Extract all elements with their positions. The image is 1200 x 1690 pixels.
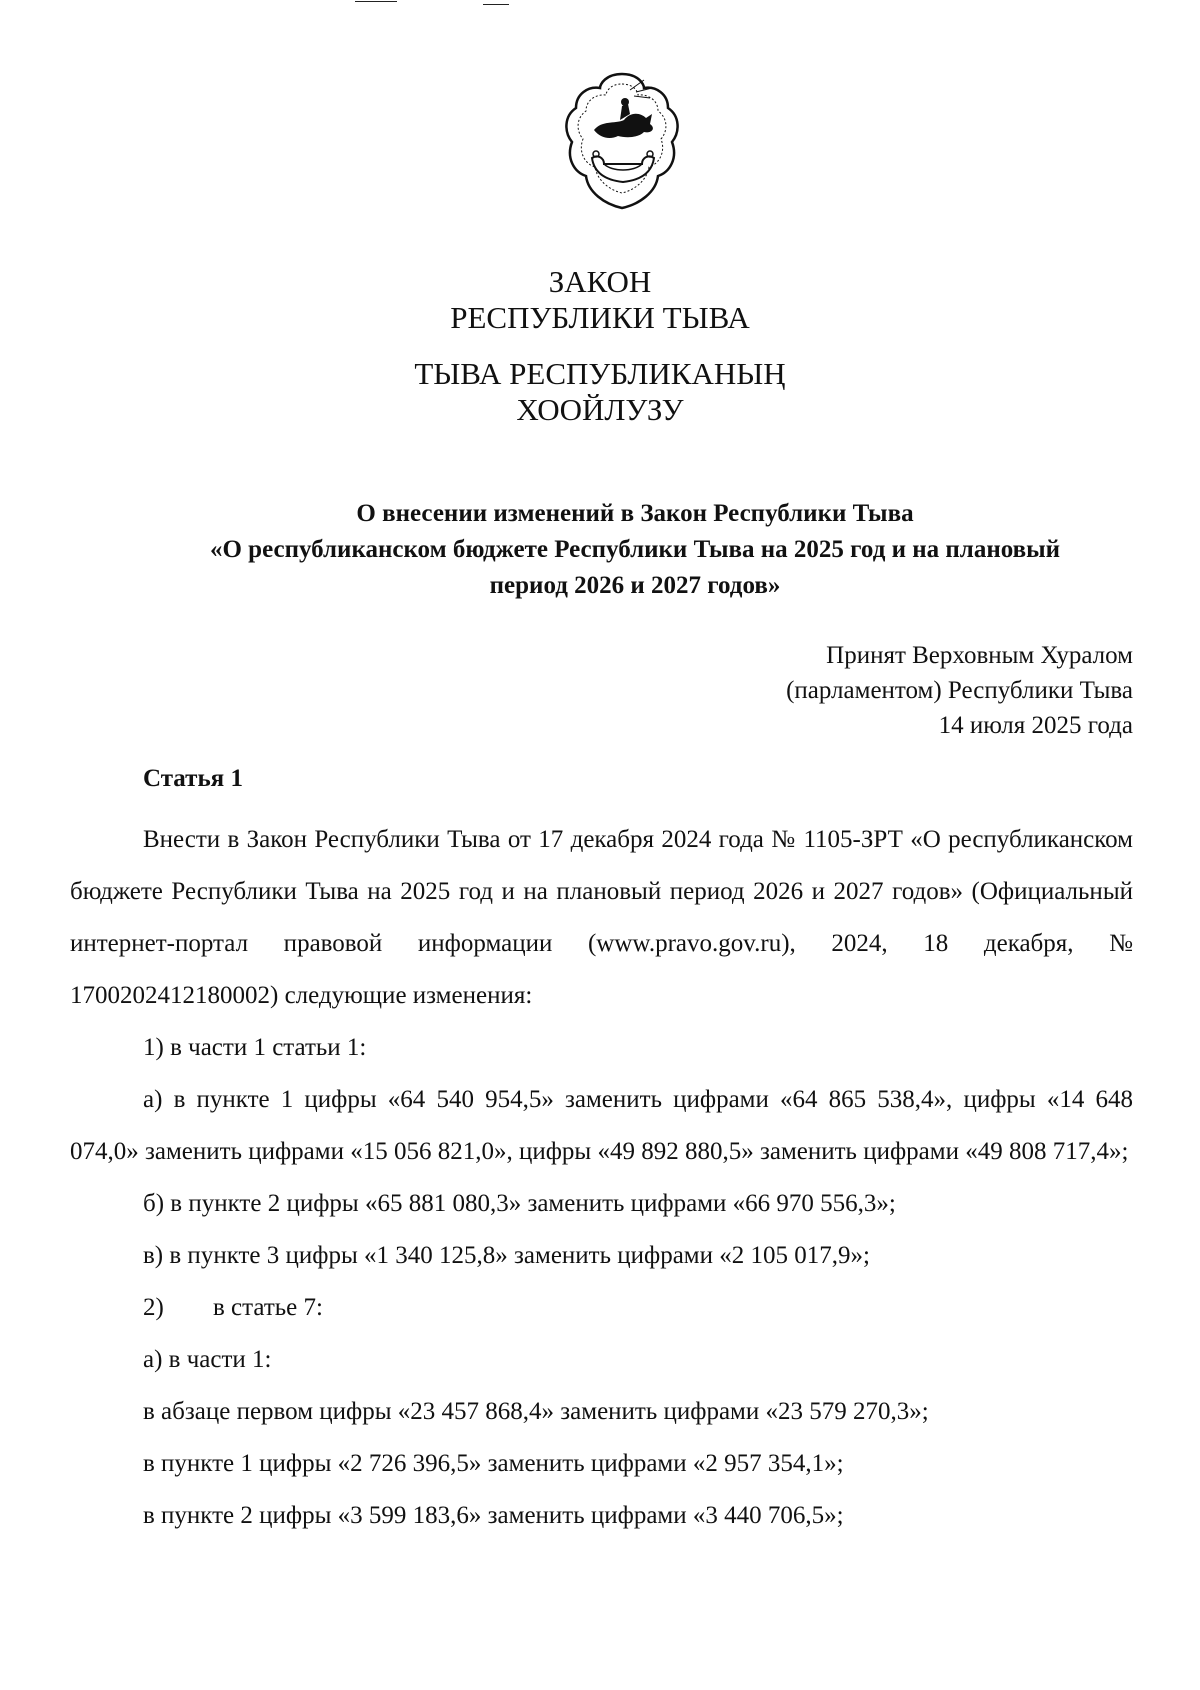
law-title-line: О внесении изменений в Закон Республики Тыва bbox=[356, 500, 914, 527]
scan-mark bbox=[483, 4, 509, 5]
scan-mark bbox=[355, 1, 397, 2]
law-title-line: период 2026 и 2027 годов» bbox=[489, 572, 781, 599]
header-law-tyv: ХООЙЛУЗУ bbox=[516, 392, 684, 427]
article-body bbox=[70, 814, 1133, 1542]
adoption-line: Принят Верховным Хуралом bbox=[826, 642, 1133, 669]
item-2a-line: в абзаце первом цифры «23 457 868,4» заменить цифрами «23 579 270,3»; bbox=[143, 1398, 929, 1425]
item-2a-line: в пункте 2 цифры «3 599 183,6» заменить цифрами «3 440 706,5»; bbox=[143, 1502, 844, 1529]
coat-of-arms-icon bbox=[560, 68, 685, 218]
intro-paragraph: Внести в Закон Республики Тыва от 17 декабря 2024 года № 1105-ЗРТ «О республиканском бюджете Республики Тыва на 2025 год и на плановый период 2026 и 2027 годов» (Официальный интернет-портал правовой информации (www.pravo.gov.ru), 2024, 18 декабря, № 1700202412180002) следующие изменения: bbox=[70, 826, 1133, 1009]
header-title-tyv: ТЫВА РЕСПУБЛИКАНЫҢ bbox=[414, 356, 786, 391]
adoption-date: 14 июля 2025 года bbox=[938, 712, 1133, 739]
law-title bbox=[140, 496, 1130, 604]
adoption-line: (парламентом) Республики Тыва bbox=[786, 677, 1133, 704]
article-heading: Статья 1 bbox=[143, 765, 243, 792]
item-2-number: 2) bbox=[143, 1294, 164, 1321]
item-1b: б) в пункте 2 цифры «65 881 080,3» заменить цифрами «66 970 556,3»; bbox=[143, 1190, 896, 1217]
item-2-text: в статье 7: bbox=[213, 1294, 323, 1321]
item-1c: в) в пункте 3 цифры «1 340 125,8» заменить цифрами «2 105 017,9»; bbox=[143, 1242, 870, 1269]
adoption-note bbox=[786, 638, 1133, 743]
item-1a: а) в пункте 1 цифры «64 540 954,5» заменить цифрами «64 865 538,4», цифры «14 648 074,0» заменить цифрами «15 056 821,0», цифры «49 892 880,5» заменить цифрами «49 808 717,4»; bbox=[70, 1086, 1133, 1165]
item-1: 1) в части 1 статьи 1: bbox=[143, 1034, 367, 1061]
item-2 bbox=[70, 1282, 1133, 1334]
law-title-line: «О республиканском бюджете Республики Тыва на 2025 год и на плановый bbox=[209, 536, 1061, 563]
item-2a-line: в пункте 1 цифры «2 726 396,5» заменить цифрами «2 957 354,1»; bbox=[143, 1450, 844, 1477]
item-2a: а) в части 1: bbox=[143, 1346, 272, 1373]
header-republic-ru: РЕСПУБЛИКИ ТЫВА bbox=[450, 300, 750, 335]
header-title-ru: ЗАКОН bbox=[548, 264, 652, 299]
